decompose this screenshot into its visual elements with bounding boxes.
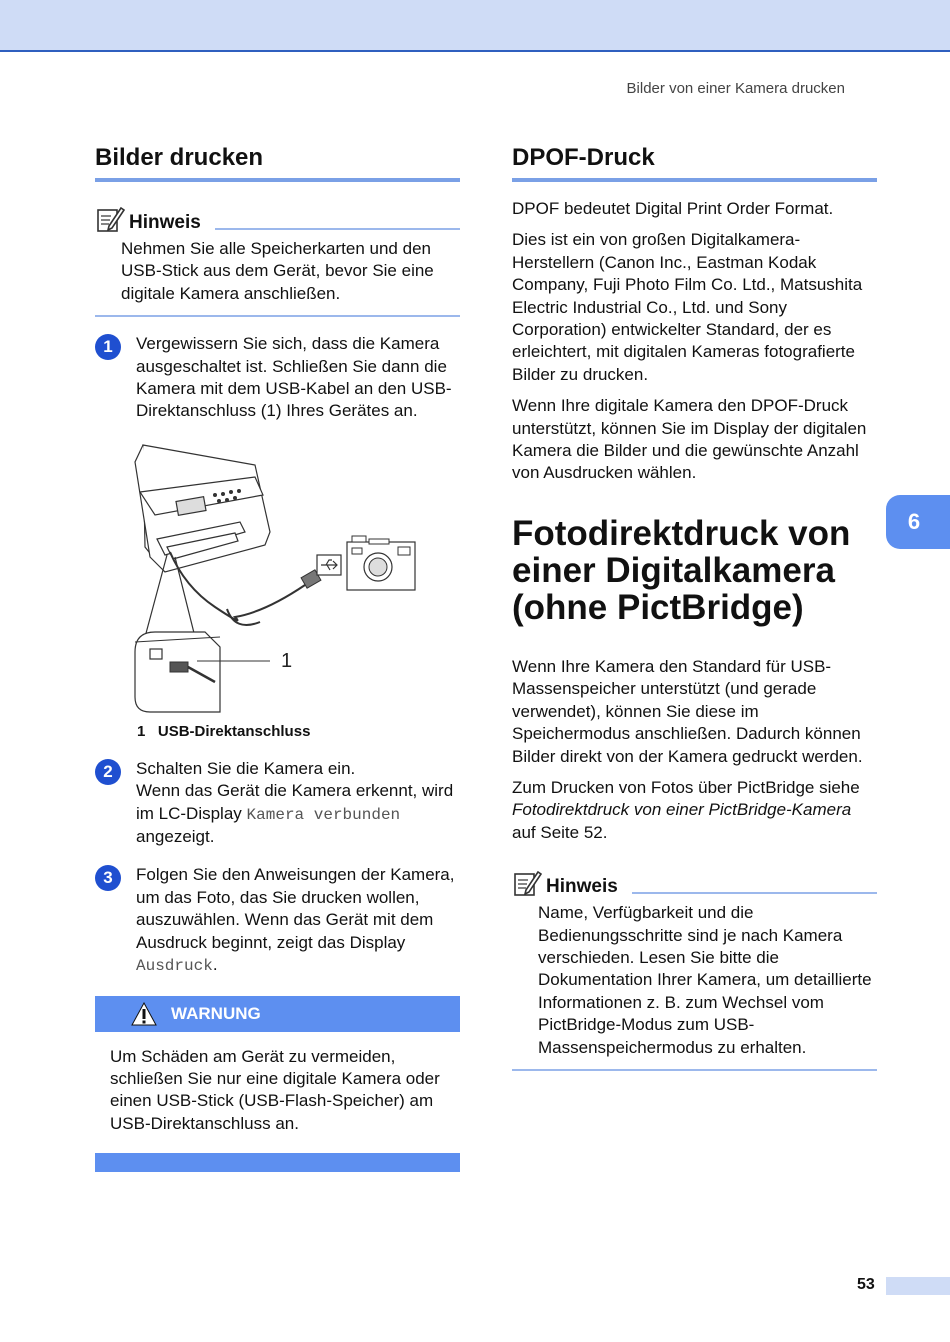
caption-text: USB-Direktanschluss	[157, 722, 311, 740]
section-title-dpof-druck: DPOF-Druck	[512, 140, 877, 182]
step-text: Vergewissern Sie sich, dass die Kamera ausgeschaltet ist. Schließen Sie dann die Kamera mit dem USB-Kabel an den USB-Direktanschluss (1) Ihres Gerätes an.	[136, 334, 452, 421]
step-2	[95, 758, 460, 849]
warning-triangle-icon	[131, 1002, 157, 1026]
warning-footer-bar	[95, 1153, 460, 1172]
figure-caption	[137, 723, 460, 740]
paragraph: Dies ist ein von großen Digitalkamera-Herstellern (Canon Inc., Eastman Kodak Company, Fuji Photo Film Co. Ltd., Matsushita Electric Industrial Co., Ltd. und Sony Corporation) entwickelter Standard, der es erleichtert, mit digitalen Kameras fotografierte Bilder zu drucken.	[512, 230, 863, 384]
warning-title: WARNUNG	[171, 1003, 261, 1023]
paragraph: Wenn Ihre digitale Kamera den DPOF-Druck unterstützt, können Sie im Display der digitalen Kamera die Bilder und die gewünschte Anzahl von Ausdrucken wählen.	[512, 396, 867, 483]
note-box	[95, 200, 460, 317]
note-pencil-icon	[95, 204, 125, 234]
note-header	[512, 864, 877, 898]
figure-callout-number: 1	[281, 649, 293, 672]
running-header: Bilder von einer Kamera drucken	[626, 80, 845, 97]
step-3: 3 Folgen Sie den Anweisungen der Kamera, um das Foto, das Sie drucken wollen, auszuwählen. Wenn das Gerät mit dem Ausdruck beginnt, zeigt das Display Ausdruck.	[95, 864, 460, 977]
section-title-bilder-drucken: Bilder drucken	[95, 140, 460, 182]
note-box	[512, 864, 877, 1071]
note-header	[95, 200, 460, 234]
note-rule	[632, 892, 877, 894]
step-number-badge: 3	[95, 865, 121, 891]
step-text-line: Wenn das Gerät die Kamera erkennt, wird im LC-Display Kamera verbunden angezeigt.	[136, 781, 454, 847]
note-rule	[215, 228, 460, 230]
warning-text: Um Schäden am Gerät zu vermeiden, schließen Sie nur eine digitale Kamera oder einen USB-Stick (USB-Flash-Speicher) am USB-Direktanschluss an.	[110, 1046, 440, 1133]
right-column	[512, 140, 877, 1071]
lcd-message: Kamera verbunden	[246, 805, 401, 824]
note-text: Nehmen Sie alle Speicherkarten und den USB-Stick aus dem Gerät, bevor Sie eine digitale Kamera anschließen.	[121, 239, 434, 303]
cross-reference-link[interactable]: Fotodirektdruck von einer PictBridge-Kamera	[512, 800, 852, 820]
step-number-badge: 2	[95, 759, 121, 785]
note-title: Hinweis	[546, 876, 618, 898]
paragraph: DPOF bedeutet Digital Print Order Format.	[512, 199, 834, 218]
step-text-line: Schalten Sie die Kamera ein.	[136, 758, 356, 778]
warning-box	[95, 996, 460, 1173]
left-column	[95, 140, 460, 1172]
lcd-message: Ausdruck	[136, 957, 213, 976]
paragraph: Wenn Ihre Kamera den Standard für USB-Massenspeicher unterstützt (und gerade verwendet), können Sie diese im Speichermodus anschließen. Dadurch können Bilder direkt von der Kamera gedruckt werden.	[512, 656, 863, 766]
warning-header	[95, 996, 460, 1032]
chapter-tab: 6	[886, 495, 950, 549]
step-number-badge: 1	[95, 334, 121, 360]
top-banner	[0, 0, 950, 52]
caption-number: 1	[137, 722, 146, 740]
note-pencil-icon	[512, 868, 542, 898]
page-number-bar	[886, 1277, 950, 1295]
note-text: Name, Verfügbarkeit und die Bedienungsschritte sind je nach Kamera verschieden. Lesen Sie bitte die Dokumentation Ihrer Kamera, um detaillierte Informationen z. B. zum Wechsel vom PictBridge-Modus zum USB-Massenspeichermodus zu erhalten.	[538, 903, 872, 1057]
step-1	[95, 333, 460, 423]
printer-camera-illustration	[95, 437, 460, 717]
chapter-heading: Fotodirektdruck von einer Digitalkamera (ohne PictBridge)	[512, 513, 851, 627]
usb-connection-figure	[95, 437, 460, 717]
page-number: 53	[857, 1276, 875, 1293]
paragraph-with-reference: Zum Drucken von Fotos über PictBridge siehe Fotodirektdruck von einer PictBridge-Kamera auf Seite 52.	[512, 777, 860, 842]
note-title: Hinweis	[129, 212, 201, 233]
step-text: Folgen Sie den Anweisungen der Kamera, um das Foto, das Sie drucken wollen, auszuwählen. Wenn das Gerät mit dem Ausdruck beginnt, zeigt das Display	[136, 865, 455, 952]
